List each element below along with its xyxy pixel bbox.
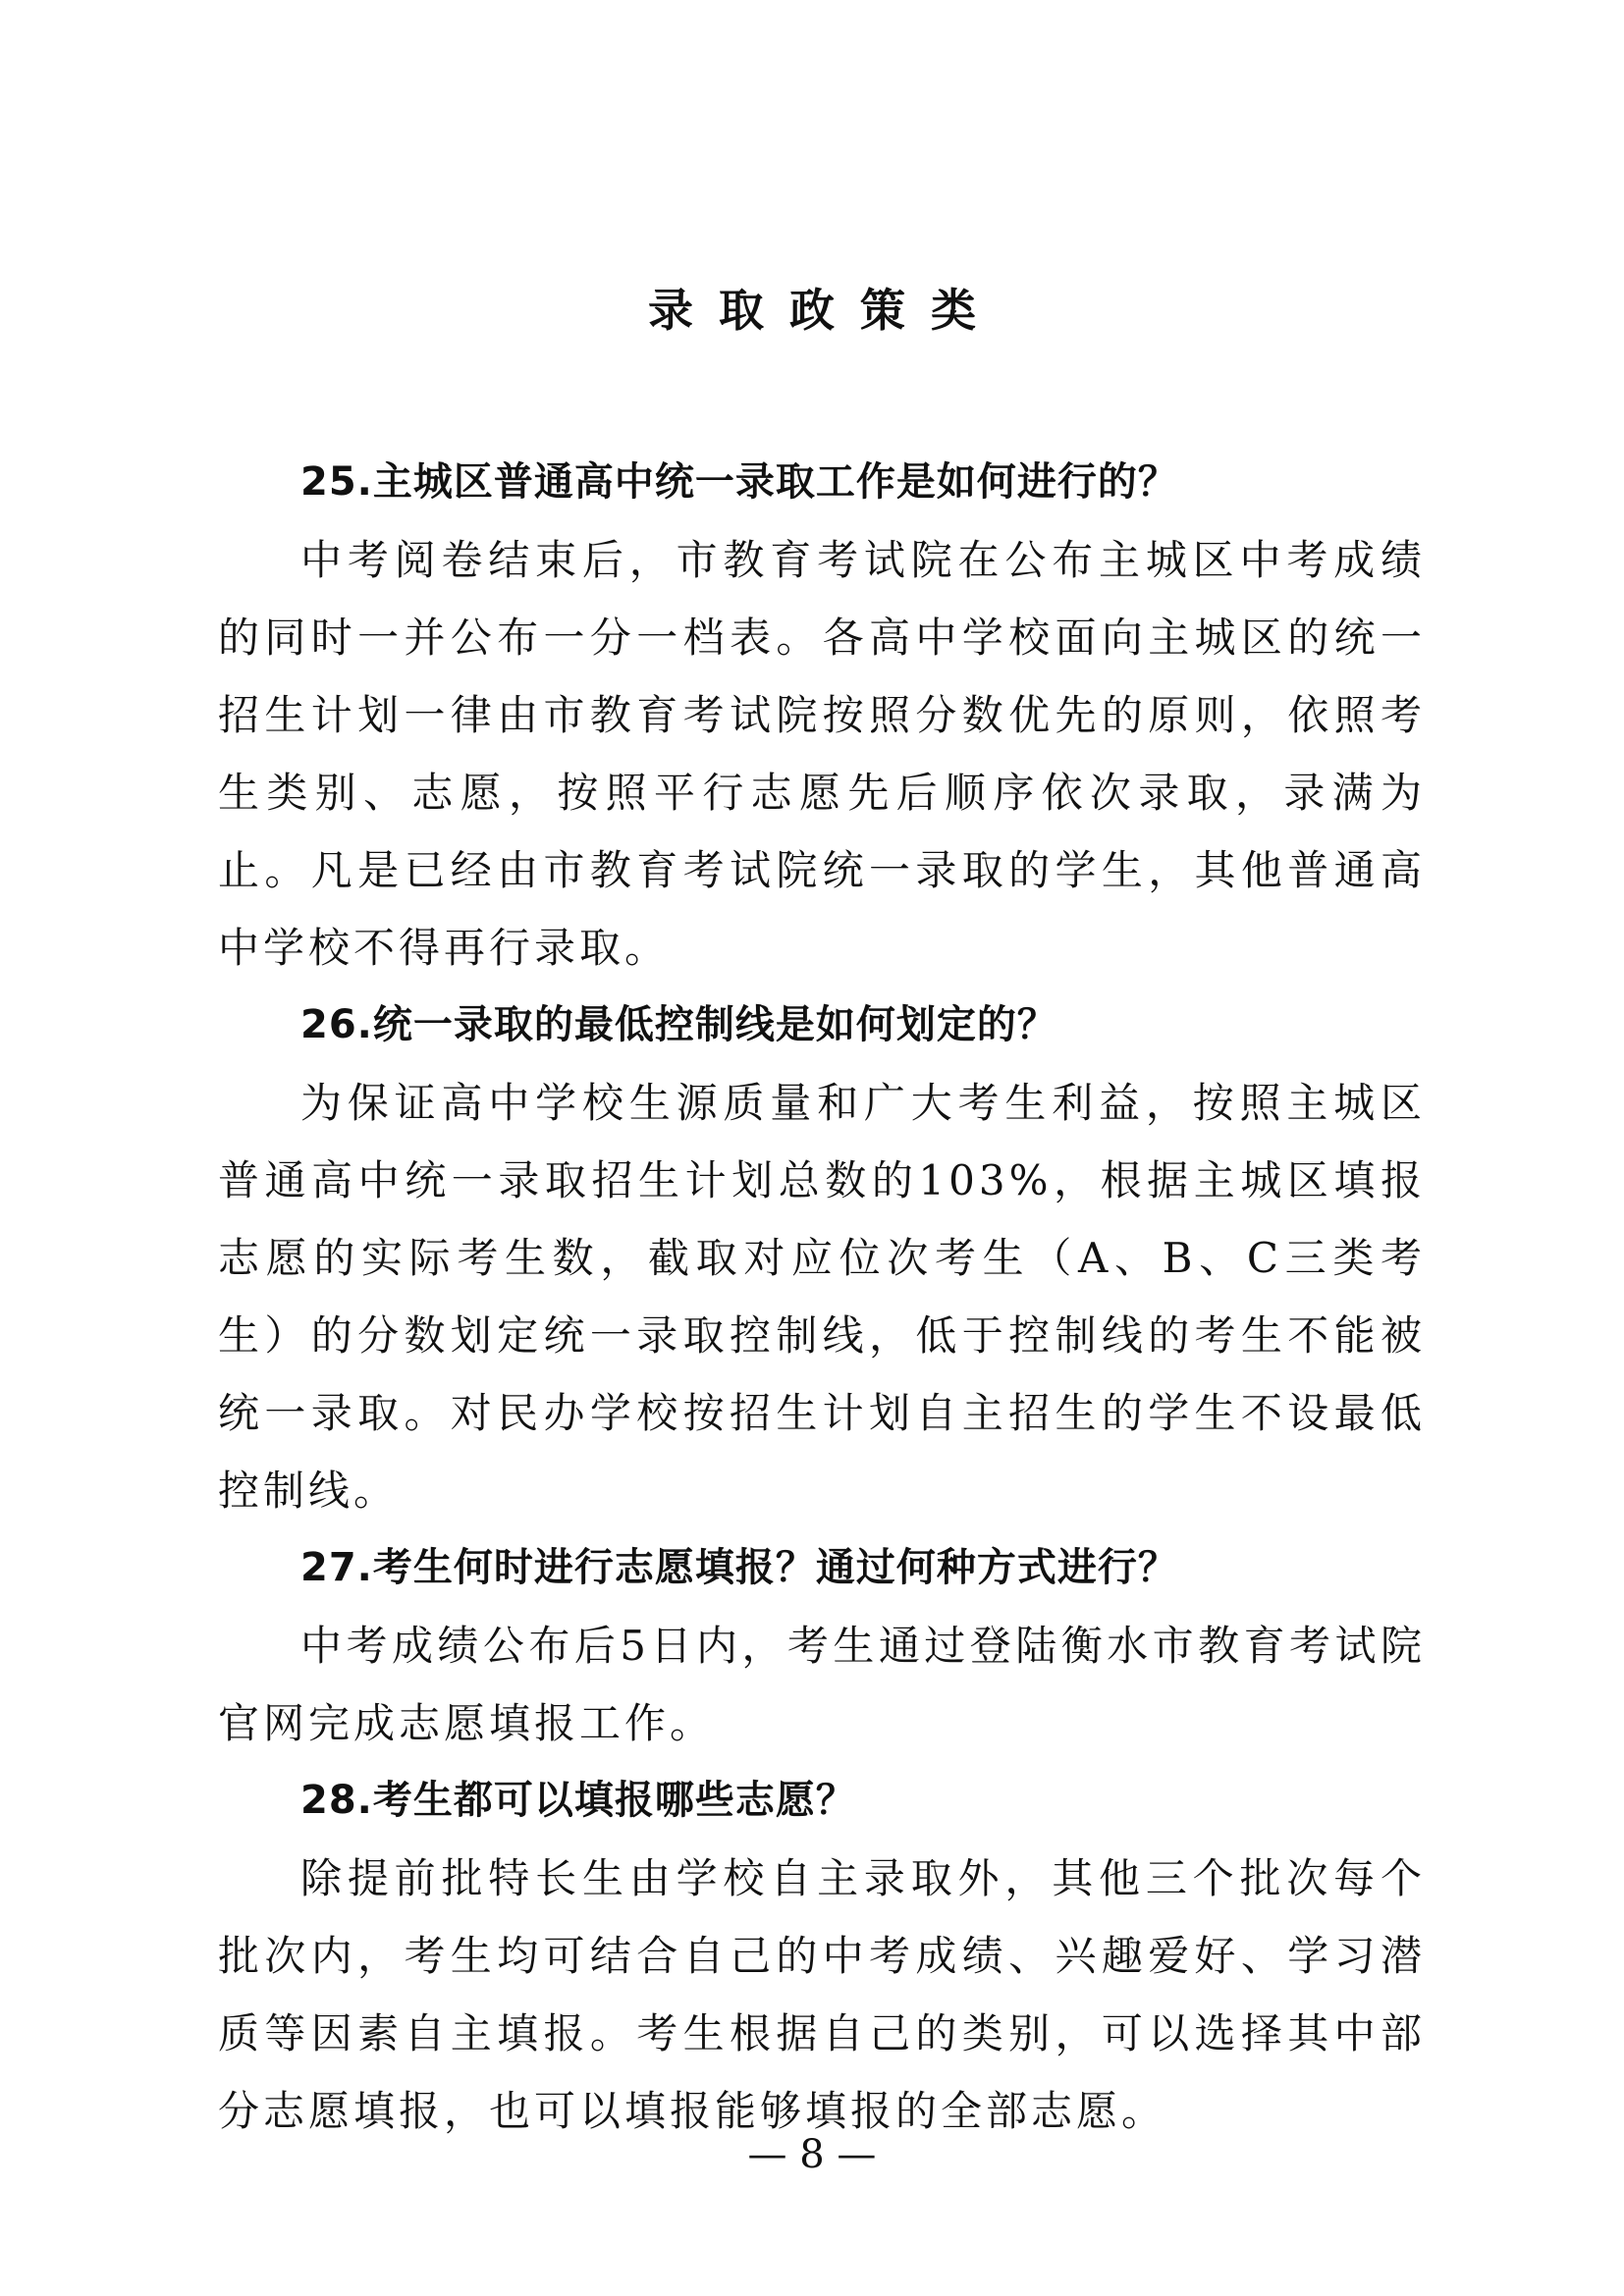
page-number: — 8 —	[747, 2132, 877, 2177]
question-28: 28.考生都可以填报哪些志愿？	[300, 1778, 856, 1823]
answer-26: 为保证高中学校生源质量和广大考生利益，按照主城区普通高中统一录取招生计划总数的103%，根据主城区填报志愿的实际考生数，截取对应位次考生（A、B、C三类考生）的分数划定统一录取控制线，低于控制线的考生不能被统一录取。对民办学校按招生计划自主招生的学生不设最低控制线。	[218, 1079, 1426, 1515]
answer-27: 中考成绩公布后5日内，考生通过登陆衡水市教育考试院官网完成志愿填报工作。	[218, 1622, 1426, 1747]
answer-25: 中考阅卷结束后，市教育考试院在公布主城区中考成绩的同时一并公布一分一档表。各高中学校面向主城区的统一招生计划一律由市教育考试院按照分数优先的原则，依照考生类别、志愿，按照平行志愿先后顺序依次录取，录满为止。凡是已经由市教育考试院统一录取的学生，其他普通高中学校不得再行录取。	[218, 536, 1426, 972]
question-26: 26.统一录取的最低控制线是如何划定的？	[300, 1002, 1057, 1047]
question-27: 27.考生何时进行志愿填报？通过何种方式进行？	[300, 1545, 1178, 1590]
answer-28: 除提前批特长生由学校自主录取外，其他三个批次每个批次内，考生均可结合自己的中考成绩、兴趣爱好、学习潜质等因素自主填报。考生根据自己的类别，可以选择其中部分志愿填报，也可以填报能够填报的全部志愿。	[218, 1854, 1426, 2135]
page-title: 录取政策类	[648, 284, 1001, 337]
question-25: 25.主城区普通高中统一录取工作是如何进行的？	[300, 459, 1178, 505]
document-body	[218, 444, 1426, 2150]
